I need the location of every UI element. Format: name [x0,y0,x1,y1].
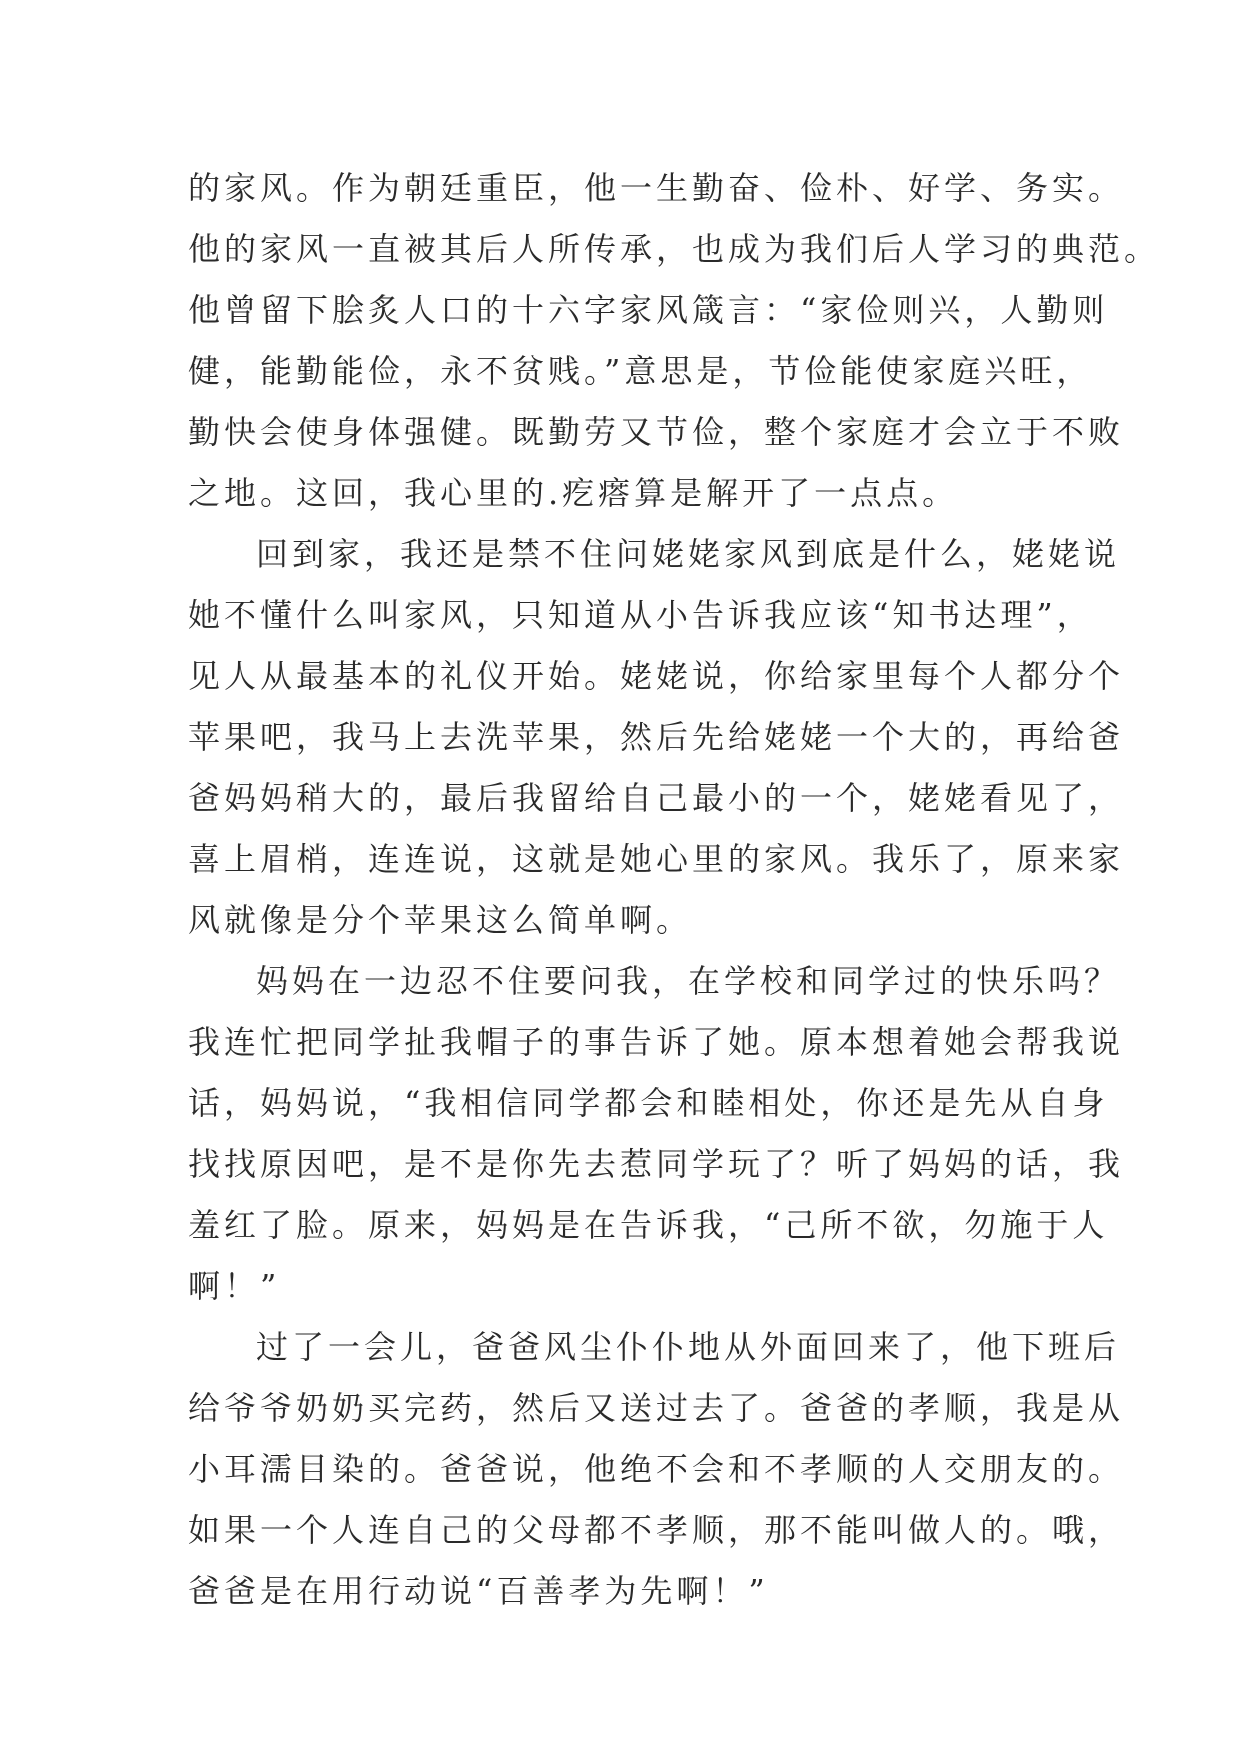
text-line: 健，能勤能俭，永不贫贱。”意思是，节俭能使家庭兴旺， [188,352,1093,390]
text-line: 他曾留下脍炙人口的十六字家风箴言：“家俭则兴，人勤则 [188,291,1109,329]
text-line: 小耳濡目染的。爸爸说，他绝不会和不孝顺的人交朋友的。 [188,1450,1125,1488]
text-line: 妈妈在一边忍不住要问我，在学校和同学过的快乐吗？ [256,962,1121,1000]
text-line: 喜上眉梢，连连说，这就是她心里的家风。我乐了，原来家 [188,840,1125,878]
text-line: 羞红了脸。原来，妈妈是在告诉我，“己所不欲，勿施于人 [188,1206,1109,1244]
text-line: 见人从最基本的礼仪开始。姥姥说，你给家里每个人都分个 [188,657,1125,695]
text-line: 爸妈妈稍大的，最后我留给自己最小的一个，姥姥看见了， [188,779,1125,817]
text-line: 过了一会儿，爸爸风尘仆仆地从外面回来了，他下班后 [256,1328,1121,1366]
text-line: 如果一个人连自己的父母都不孝顺，那不能叫做人的。哦， [188,1511,1125,1549]
text-line: 找找原因吧，是不是你先去惹同学玩了？听了妈妈的话，我 [188,1145,1125,1183]
text-line: 啊！” [188,1267,281,1305]
text-line: 她不懂什么叫家风，只知道从小告诉我应该“知书达理”， [188,596,1093,634]
text-line: 他的家风一直被其后人所传承，也成为我们后人学习的典范。 [188,230,1161,268]
text-line: 回到家，我还是禁不住问姥姥家风到底是什么，姥姥说 [256,535,1121,573]
text-line: 话，妈妈说，“我相信同学都会和睦相处，你还是先从自身 [188,1084,1109,1122]
text-line: 苹果吧，我马上去洗苹果，然后先给姥姥一个大的，再给爸 [188,718,1125,756]
text-line: 给爷爷奶奶买完药，然后又送过去了。爸爸的孝顺，我是从 [188,1389,1125,1427]
text-line: 之地。这回，我心里的.疙瘩算是解开了一点点。 [188,474,959,512]
text-line: 的家风。作为朝廷重臣，他一生勤奋、俭朴、好学、务实。 [188,169,1125,207]
text-line: 勤快会使身体强健。既勤劳又节俭，整个家庭才会立于不败 [188,413,1125,451]
text-line: 风就像是分个苹果这么简单啊。 [188,901,693,939]
text-line: 我连忙把同学扯我帽子的事告诉了她。原本想着她会帮我说 [188,1023,1125,1061]
document-body [188,158,1161,1622]
text-line: 爸爸是在用行动说“百善孝为先啊！” [188,1572,769,1610]
